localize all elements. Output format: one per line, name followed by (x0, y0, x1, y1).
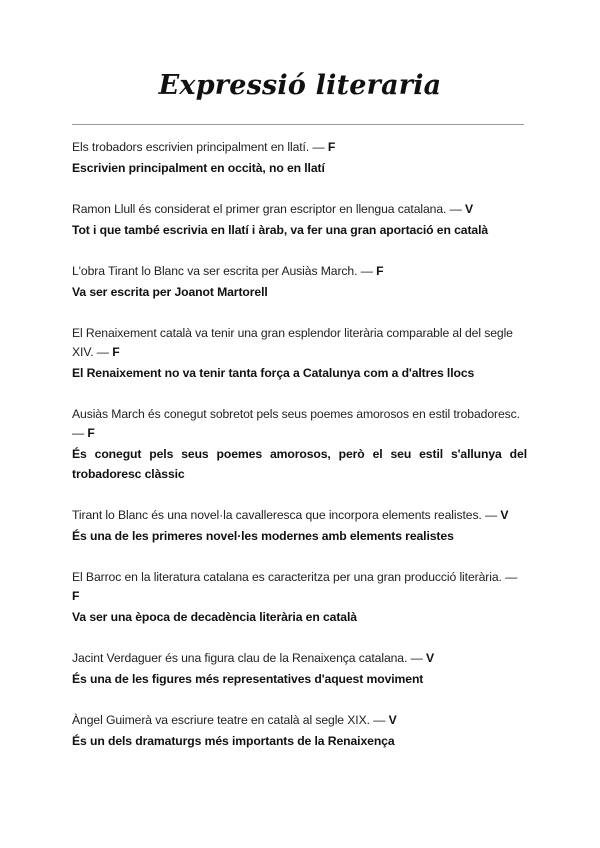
explanation-text: Va ser una època de decadència literària en català (72, 610, 357, 624)
explanation-text: Va ser escrita per Joanot Martorell (72, 285, 268, 299)
verdict-badge: F (72, 589, 80, 603)
list-item (72, 711, 527, 751)
explanation-text: És una de les primeres novel·les modernes amb elements realistes (72, 529, 454, 543)
verdict-badge: V (425, 651, 434, 665)
explanation-text: És conegut pels seus poemes amorosos, però el seu estil s'allunya del trobadoresc clàssic (72, 447, 527, 481)
verdict-badge: F (327, 140, 336, 154)
list-item (72, 649, 527, 689)
title-divider (72, 124, 524, 125)
explanation-text: Tot i que també escrivia en llatí i àrab, va fer una gran aportació en català (72, 223, 489, 237)
statement-text: El Barroc en la literatura catalana es caracteritza per una gran producció literària. — F (72, 570, 518, 603)
statement-text: Ausiàs March és conegut sobretot pels seus poemes amorosos en estil trobadoresc. — F (72, 407, 520, 440)
statement-text: Ramon Llull és considerat el primer gran escriptor en llengua catalana. — V (72, 202, 474, 216)
explanation-text: Escrivien principalment en occità, no en llatí (72, 161, 325, 175)
statement-text: El Renaixement català va tenir una gran esplendor literària comparable al del segle XIV. — F (72, 326, 513, 359)
explanation-text: És un dels dramaturgs més importants de la Renaixença (72, 734, 395, 748)
verdict-badge: F (112, 345, 120, 359)
statement-list (72, 138, 527, 773)
list-item (72, 405, 527, 484)
list-item (72, 324, 527, 383)
list-item (72, 262, 527, 302)
statement-text: Àngel Guimerà va escriure teatre en català al segle XIX. — V (72, 713, 397, 727)
verdict-badge: V (500, 508, 509, 522)
list-item (72, 200, 527, 240)
explanation-text: És una de les figures més representatives d'aquest moviment (72, 672, 424, 686)
list-item (72, 568, 527, 627)
verdict-badge: F (376, 264, 384, 278)
statement-text: Els trobadors escrivien principalment en llatí. — F (72, 140, 336, 154)
explanation-text: El Renaixement no va tenir tanta força a Catalunya com a d'altres llocs (72, 366, 475, 380)
verdict-badge: F (87, 426, 95, 440)
statement-text: Jacint Verdaguer és una figura clau de la Renaixença catalana. — V (72, 651, 434, 665)
page-title: Expressió literaria (158, 70, 442, 101)
verdict-badge: V (388, 713, 397, 727)
verdict-badge: V (464, 202, 474, 216)
list-item (72, 506, 527, 546)
statement-text: L'obra Tirant lo Blanc va ser escrita per Ausiàs March. — F (72, 264, 384, 278)
statement-text: Tirant lo Blanc és una novel·la cavalleresca que incorpora elements realistes. — V (72, 508, 509, 522)
list-item (72, 138, 527, 178)
